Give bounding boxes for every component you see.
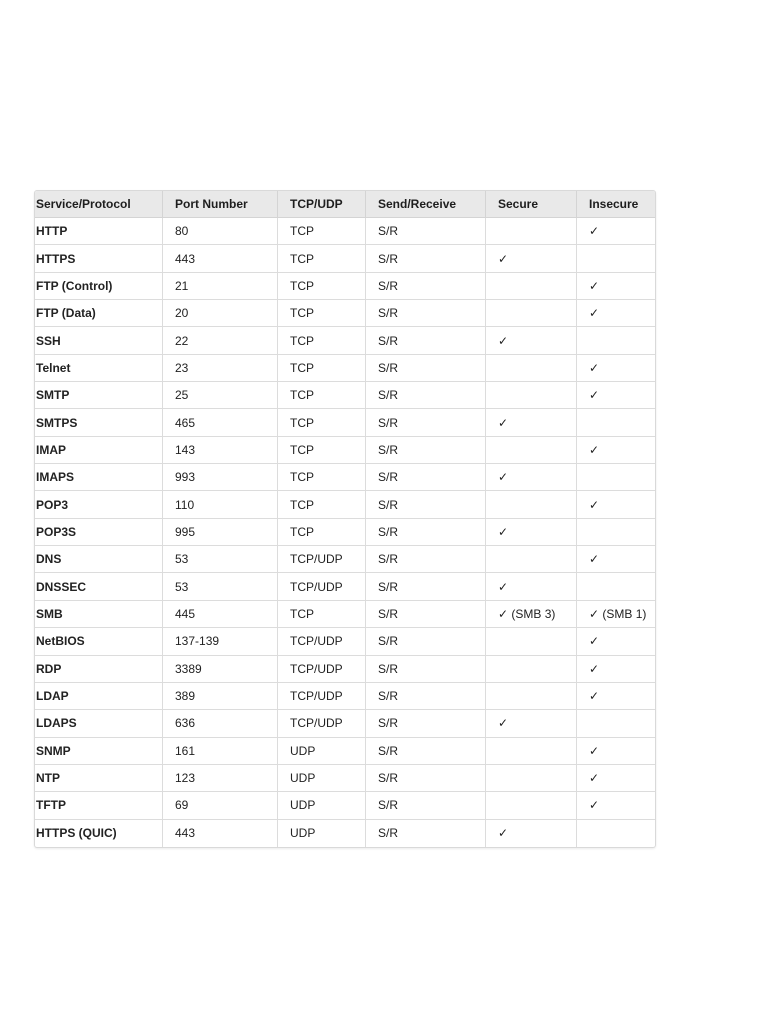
send-receive-cell: S/R: [366, 218, 486, 244]
port-cell: 110: [163, 491, 278, 517]
insecure-cell: [577, 573, 655, 599]
send-receive-cell: S/R: [366, 327, 486, 353]
service-cell: SSH: [35, 327, 163, 353]
transport-cell: UDP: [278, 738, 366, 764]
transport-cell: TCP: [278, 437, 366, 463]
port-cell: 636: [163, 710, 278, 736]
insecure-cell: ✓: [589, 388, 600, 403]
port-cell: 123: [163, 765, 278, 791]
insecure-cell: [577, 327, 655, 353]
port-cell: 23: [163, 355, 278, 381]
insecure-cell: ✓: [589, 743, 600, 758]
send-receive-cell: S/R: [366, 710, 486, 736]
insecure-cell: ✓: [589, 224, 600, 239]
secure-cell: [486, 491, 577, 517]
table-row: [35, 382, 655, 409]
table-row: [35, 573, 655, 600]
transport-cell: TCP/UDP: [278, 710, 366, 736]
transport-cell: TCP: [278, 245, 366, 271]
secure-cell: [486, 546, 577, 572]
transport-cell: TCP/UDP: [278, 573, 366, 599]
send-receive-cell: S/R: [366, 765, 486, 791]
header-service-protocol: Service/Protocol: [35, 191, 163, 217]
insecure-cell: ✓ (SMB 1): [589, 606, 647, 621]
header-tcp-udp: TCP/UDP: [278, 191, 366, 217]
insecure-cell: [577, 409, 655, 435]
send-receive-cell: S/R: [366, 546, 486, 572]
service-cell: TFTP: [35, 792, 163, 818]
table-row: [35, 273, 655, 300]
table-row: [35, 409, 655, 436]
transport-cell: TCP: [278, 409, 366, 435]
header-port-number: Port Number: [163, 191, 278, 217]
table-row: [35, 519, 655, 546]
transport-cell: TCP/UDP: [278, 628, 366, 654]
port-cell: 3389: [163, 656, 278, 682]
port-cell: 443: [163, 245, 278, 271]
insecure-cell: ✓: [589, 689, 600, 704]
send-receive-cell: S/R: [366, 464, 486, 490]
insecure-cell: [577, 519, 655, 545]
send-receive-cell: S/R: [366, 245, 486, 271]
table-row: [35, 245, 655, 272]
send-receive-cell: S/R: [366, 355, 486, 381]
header-send-receive: Send/Receive: [366, 191, 486, 217]
service-cell: IMAPS: [35, 464, 163, 490]
transport-cell: TCP/UDP: [278, 656, 366, 682]
service-cell: HTTP: [35, 218, 163, 244]
service-cell: HTTPS: [35, 245, 163, 271]
table-row: [35, 820, 655, 847]
table-row: [35, 683, 655, 710]
insecure-cell: [577, 464, 655, 490]
send-receive-cell: S/R: [366, 491, 486, 517]
insecure-cell: [577, 820, 655, 847]
port-cell: 993: [163, 464, 278, 490]
insecure-cell: ✓: [589, 798, 600, 813]
secure-cell: ✓: [486, 409, 577, 435]
send-receive-cell: S/R: [366, 792, 486, 818]
port-cell: 389: [163, 683, 278, 709]
transport-cell: TCP: [278, 327, 366, 353]
send-receive-cell: S/R: [366, 273, 486, 299]
table-row: [35, 491, 655, 518]
table-row: [35, 300, 655, 327]
secure-cell: [486, 683, 577, 709]
secure-cell: [486, 765, 577, 791]
transport-cell: TCP: [278, 601, 366, 627]
secure-cell: [486, 628, 577, 654]
transport-cell: TCP: [278, 382, 366, 408]
insecure-cell: ✓: [589, 634, 600, 649]
service-cell: HTTPS (QUIC): [35, 820, 163, 847]
transport-cell: TCP: [278, 273, 366, 299]
insecure-cell: ✓: [589, 306, 600, 321]
secure-cell: [486, 355, 577, 381]
send-receive-cell: S/R: [366, 628, 486, 654]
service-cell: Telnet: [35, 355, 163, 381]
port-cell: 445: [163, 601, 278, 627]
service-cell: LDAP: [35, 683, 163, 709]
transport-cell: TCP: [278, 218, 366, 244]
table-row: [35, 792, 655, 819]
service-cell: SMB: [35, 601, 163, 627]
service-cell: NTP: [35, 765, 163, 791]
send-receive-cell: S/R: [366, 601, 486, 627]
table-header-row: [35, 191, 655, 218]
secure-cell: [486, 792, 577, 818]
send-receive-cell: S/R: [366, 519, 486, 545]
service-cell: SMTP: [35, 382, 163, 408]
table-row: [35, 437, 655, 464]
secure-cell: ✓: [486, 820, 577, 847]
insecure-cell: ✓: [589, 360, 600, 375]
secure-cell: [486, 382, 577, 408]
insecure-cell: ✓: [589, 278, 600, 293]
service-cell: LDAPS: [35, 710, 163, 736]
insecure-cell: [577, 710, 655, 736]
port-cell: 143: [163, 437, 278, 463]
table-row: [35, 738, 655, 765]
insecure-cell: [577, 245, 655, 271]
port-cell: 465: [163, 409, 278, 435]
send-receive-cell: S/R: [366, 300, 486, 326]
table-row: [35, 710, 655, 737]
table-row: [35, 218, 655, 245]
service-cell: SNMP: [35, 738, 163, 764]
secure-cell: ✓: [486, 245, 577, 271]
port-cell: 161: [163, 738, 278, 764]
table-row: [35, 765, 655, 792]
send-receive-cell: S/R: [366, 683, 486, 709]
insecure-cell: ✓: [589, 771, 600, 786]
service-cell: NetBIOS: [35, 628, 163, 654]
transport-cell: TCP: [278, 300, 366, 326]
port-cell: 69: [163, 792, 278, 818]
table-row: [35, 656, 655, 683]
secure-cell: ✓ (SMB 3): [486, 601, 577, 627]
send-receive-cell: S/R: [366, 656, 486, 682]
port-cell: 25: [163, 382, 278, 408]
service-cell: IMAP: [35, 437, 163, 463]
send-receive-cell: S/R: [366, 382, 486, 408]
send-receive-cell: S/R: [366, 409, 486, 435]
send-receive-cell: S/R: [366, 437, 486, 463]
table-row: [35, 464, 655, 491]
table-row: [35, 355, 655, 382]
table-row: [35, 628, 655, 655]
insecure-cell: ✓: [589, 661, 600, 676]
header-secure: Secure: [486, 191, 577, 217]
service-cell: RDP: [35, 656, 163, 682]
port-cell: 53: [163, 573, 278, 599]
secure-cell: ✓: [486, 464, 577, 490]
secure-cell: ✓: [486, 519, 577, 545]
port-cell: 80: [163, 218, 278, 244]
service-cell: FTP (Data): [35, 300, 163, 326]
port-cell: 21: [163, 273, 278, 299]
send-receive-cell: S/R: [366, 573, 486, 599]
port-cell: 995: [163, 519, 278, 545]
transport-cell: TCP: [278, 519, 366, 545]
port-cell: 53: [163, 546, 278, 572]
port-cell: 443: [163, 820, 278, 847]
transport-cell: TCP: [278, 464, 366, 490]
secure-cell: ✓: [486, 573, 577, 599]
secure-cell: [486, 656, 577, 682]
insecure-cell: ✓: [589, 552, 600, 567]
protocol-table: [34, 190, 656, 848]
send-receive-cell: S/R: [366, 820, 486, 847]
insecure-cell: ✓: [589, 497, 600, 512]
transport-cell: TCP: [278, 355, 366, 381]
secure-cell: [486, 273, 577, 299]
secure-cell: [486, 738, 577, 764]
port-cell: 137-139: [163, 628, 278, 654]
service-cell: SMTPS: [35, 409, 163, 435]
transport-cell: TCP/UDP: [278, 546, 366, 572]
secure-cell: [486, 437, 577, 463]
service-cell: DNS: [35, 546, 163, 572]
table-row: [35, 546, 655, 573]
transport-cell: UDP: [278, 820, 366, 847]
secure-cell: ✓: [486, 710, 577, 736]
secure-cell: [486, 218, 577, 244]
insecure-cell: ✓: [589, 442, 600, 457]
transport-cell: TCP: [278, 491, 366, 517]
table-row: [35, 601, 655, 628]
table-row: [35, 327, 655, 354]
secure-cell: [486, 300, 577, 326]
transport-cell: UDP: [278, 765, 366, 791]
service-cell: FTP (Control): [35, 273, 163, 299]
port-cell: 20: [163, 300, 278, 326]
transport-cell: UDP: [278, 792, 366, 818]
transport-cell: TCP/UDP: [278, 683, 366, 709]
send-receive-cell: S/R: [366, 738, 486, 764]
secure-cell: ✓: [486, 327, 577, 353]
service-cell: DNSSEC: [35, 573, 163, 599]
service-cell: POP3: [35, 491, 163, 517]
port-cell: 22: [163, 327, 278, 353]
header-insecure: Insecure: [589, 197, 639, 211]
service-cell: POP3S: [35, 519, 163, 545]
